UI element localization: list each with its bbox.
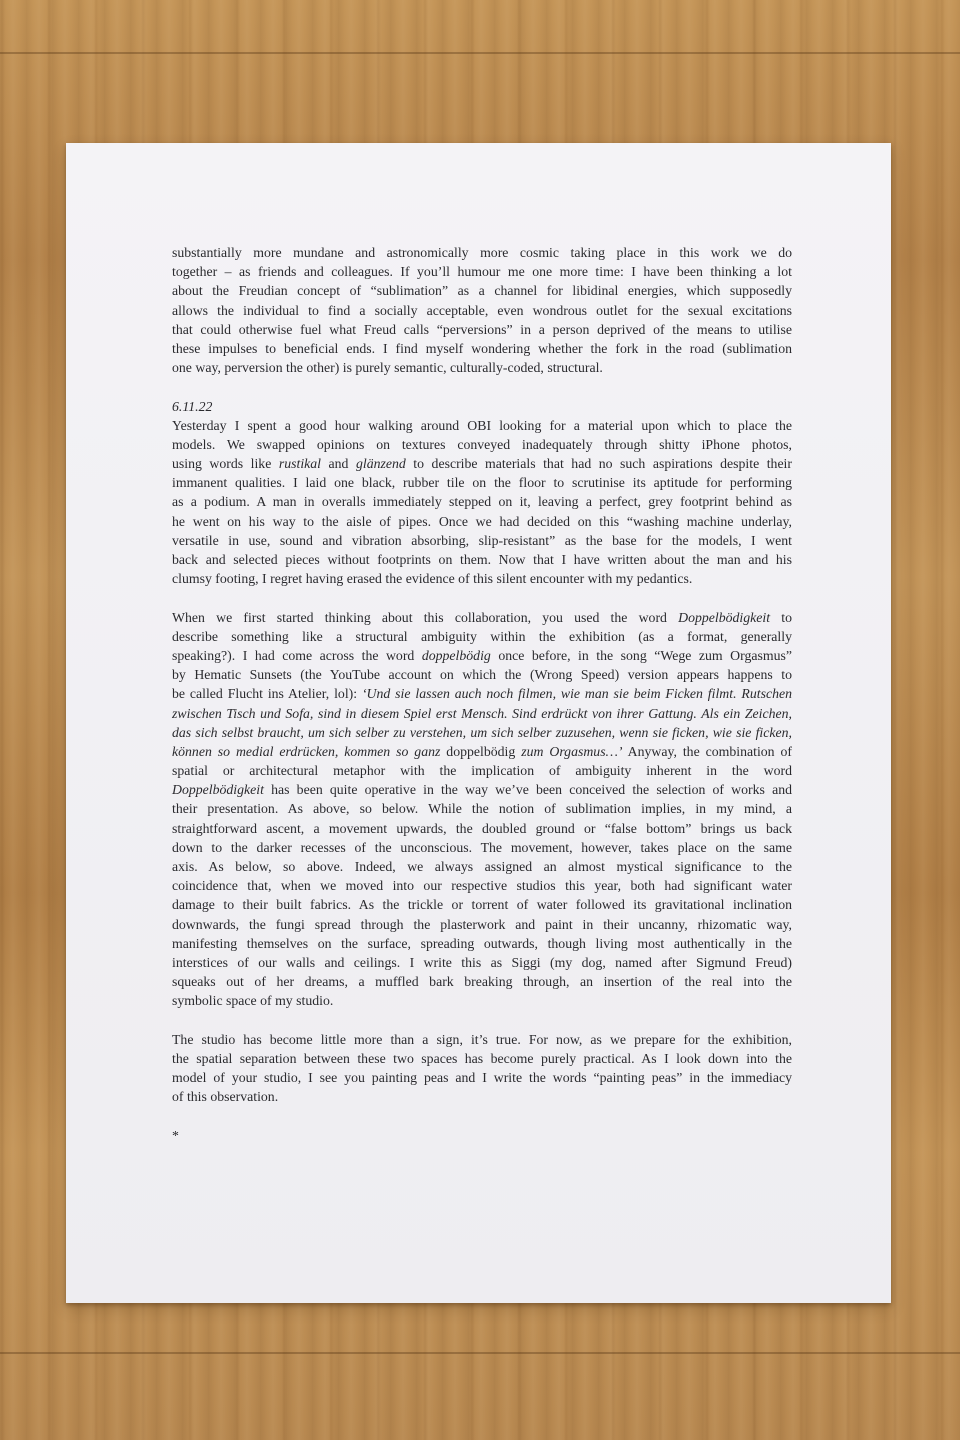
- text-line: down to the darker recesses of the unconscious. The movement, however, takes place on the same: [172, 839, 792, 855]
- paragraph-studio: [172, 1030, 792, 1107]
- text-line: clumsy footing, I regret having erased the evidence of this silent encounter with my pedantics.: [172, 571, 693, 587]
- text-run: speaking?). I had come across the word: [172, 647, 422, 663]
- text-line: the spatial separation between these two spaces has become purely practical. As I look down into the: [172, 1050, 792, 1066]
- text-line: describe something like a structural ambiguity within the exhibition (as a format, generally: [172, 628, 792, 644]
- text-line: symbolic space of my studio.: [172, 993, 334, 1009]
- text-run: and: [321, 456, 356, 472]
- text-line: together – as friends and colleagues. If you’ll humour me one more time: I have been thinking a lot: [172, 264, 792, 280]
- text-line: axis. As below, so above. Indeed, we always assigned an almost mystical significance to the: [172, 859, 792, 874]
- text-run: Anyway, the combination of: [622, 743, 793, 759]
- text-line: interstices of our walls and ceilings. I write this as Siggi (my dog, named after Sigmund Freud): [172, 954, 792, 970]
- text-run: once before, in the song “Wege zum Orgasmus”: [490, 647, 792, 663]
- text-line: as a podium. A man in overalls immediately stepped on it, leaving a perfect, grey footprint behind as: [172, 494, 792, 510]
- text-line: one way, perversion the other) is purely semantic, culturally-coded, structural.: [172, 360, 603, 376]
- text-line: squeaks out of her dreams, a muffled bark breaking through, an insertion of the real into the: [172, 974, 792, 990]
- text-line: damage to their built fabrics. As the trickle or torrent of water followed its gravitational inclination: [172, 897, 792, 913]
- text-line: [172, 608, 792, 627]
- italic-quote-line: zwischen Tisch und Sofa, sind in diesem Spiel erst Mensch. Sind erdrückt von ihrer Gattung. Als ein Zeichen,: [172, 705, 792, 721]
- paper-sheet: [66, 143, 891, 1303]
- text-line: coincidence that, when we moved into our respective studios this year, both had significant water: [172, 878, 792, 894]
- paragraph-sublimation: [172, 243, 792, 377]
- text-run: using words like: [172, 456, 279, 472]
- text-line: allows the individual to find a socially acceptable, even wondrous outlet for the sexual excitations: [172, 302, 792, 318]
- italic-word: doppelbödig: [421, 647, 491, 663]
- text-line: straightforward ascent, a movement upwards, the doubled ground or “false bottom” brings us back: [172, 820, 792, 836]
- text-run: be called Flucht ins Atelier, lol):: [172, 686, 362, 702]
- text-run: doppelbödig: [446, 743, 516, 759]
- text-line: Yesterday I spent a good hour walking around OBI looking for a material upon which to place the: [172, 417, 792, 433]
- text-line: their presentation. As above, so below. While the notion of sublimation implies, in my mind, a: [172, 801, 792, 817]
- text-line: these impulses to beneficial ends. I find myself wondering whether the fork in the road (sublimation: [172, 340, 792, 356]
- text-line: [172, 646, 792, 665]
- text-run: has been quite operative in the way we’ve been conceived the selection of works and: [263, 782, 792, 798]
- text-run: When we first started thinking about this collaboration, you used the word: [172, 609, 679, 625]
- end-asterisk: *: [172, 1127, 179, 1143]
- text-line: manifesting themselves on the surface, spreading outwards, though living most authentically in the: [172, 935, 792, 951]
- text-line: that could otherwise fuel what Freud calls “perversions” in a person deprived of the means to utilise: [172, 321, 792, 337]
- italic-word: glänzend: [355, 456, 406, 472]
- italic-quote: können so medial erdrücken, kommen so ganz: [172, 743, 447, 759]
- paragraph-doppelbodigkeit: [172, 608, 792, 1011]
- text-line: about the Freudian concept of “sublimation” as a channel for libidinal energies, which supposedly: [172, 283, 792, 299]
- text-line: versatile in use, sound and vibration absorbing, slip-resistant” as the base for the models, I went: [172, 532, 792, 548]
- paragraph-obi: [172, 416, 792, 589]
- text-line: [172, 454, 792, 473]
- entry-date: 6.11.22: [172, 398, 213, 414]
- italic-word: Doppelbödigkeit: [678, 609, 771, 625]
- text-line: of this observation.: [172, 1089, 279, 1105]
- text-line: immanent qualities. I laid one black, rubber tile on the floor to scrutinise its aptitude for performing: [172, 475, 792, 491]
- floor-seam: [0, 52, 960, 54]
- italic-word: rustikal: [278, 456, 322, 472]
- floor-seam: [0, 1352, 960, 1354]
- document-body: [172, 243, 792, 1145]
- text-line: model of your studio, I see you painting peas and I write the words “painting peas” in the immediacy: [172, 1070, 792, 1086]
- italic-word: Doppelbödigkeit: [172, 782, 264, 798]
- text-line: The studio has become little more than a sign, it’s true. For now, as we prepare for the exhibition,: [172, 1031, 792, 1047]
- italic-quote-line: das sich selbst braucht, um sich selber zu verstehen, um sich selber zuzusehen, wenn sie ficken, wie sie ficken,: [172, 724, 792, 740]
- text-line: [172, 742, 792, 761]
- text-line: [172, 780, 792, 799]
- italic-quote: ‘Und sie lassen auch noch filmen, wie man sie beim Ficken filmt. Rutschen: [361, 686, 792, 702]
- text-line: substantially more mundane and astronomically more cosmic taking place in this work we do: [172, 245, 792, 260]
- text-line: downwards, the fungi spread through the plasterwork and paint in their uncanny, rhizomatic way,: [172, 916, 792, 932]
- text-line: he went on his way to the aisle of pipes. Once we had decided on this “washing machine underlay,: [172, 513, 792, 529]
- italic-quote: zum Orgasmus…’: [515, 743, 623, 759]
- text-line: [172, 684, 792, 703]
- text-line: back and selected pieces without footprints on them. Now that I have written about the man and his: [172, 552, 792, 567]
- text-run: to describe materials that had no such aspirations despite their: [405, 456, 792, 472]
- text-line: by Hematic Sunsets (the YouTube account on which the (Wrong Speed) version appears happens to: [172, 667, 792, 683]
- text-line: models. We swapped opinions on textures conveyed inadequately through shitty iPhone photos,: [172, 436, 792, 452]
- text-run: to: [770, 609, 792, 625]
- text-line: spatial or architectural metaphor with the implication of ambiguity inherent in the word: [172, 763, 792, 779]
